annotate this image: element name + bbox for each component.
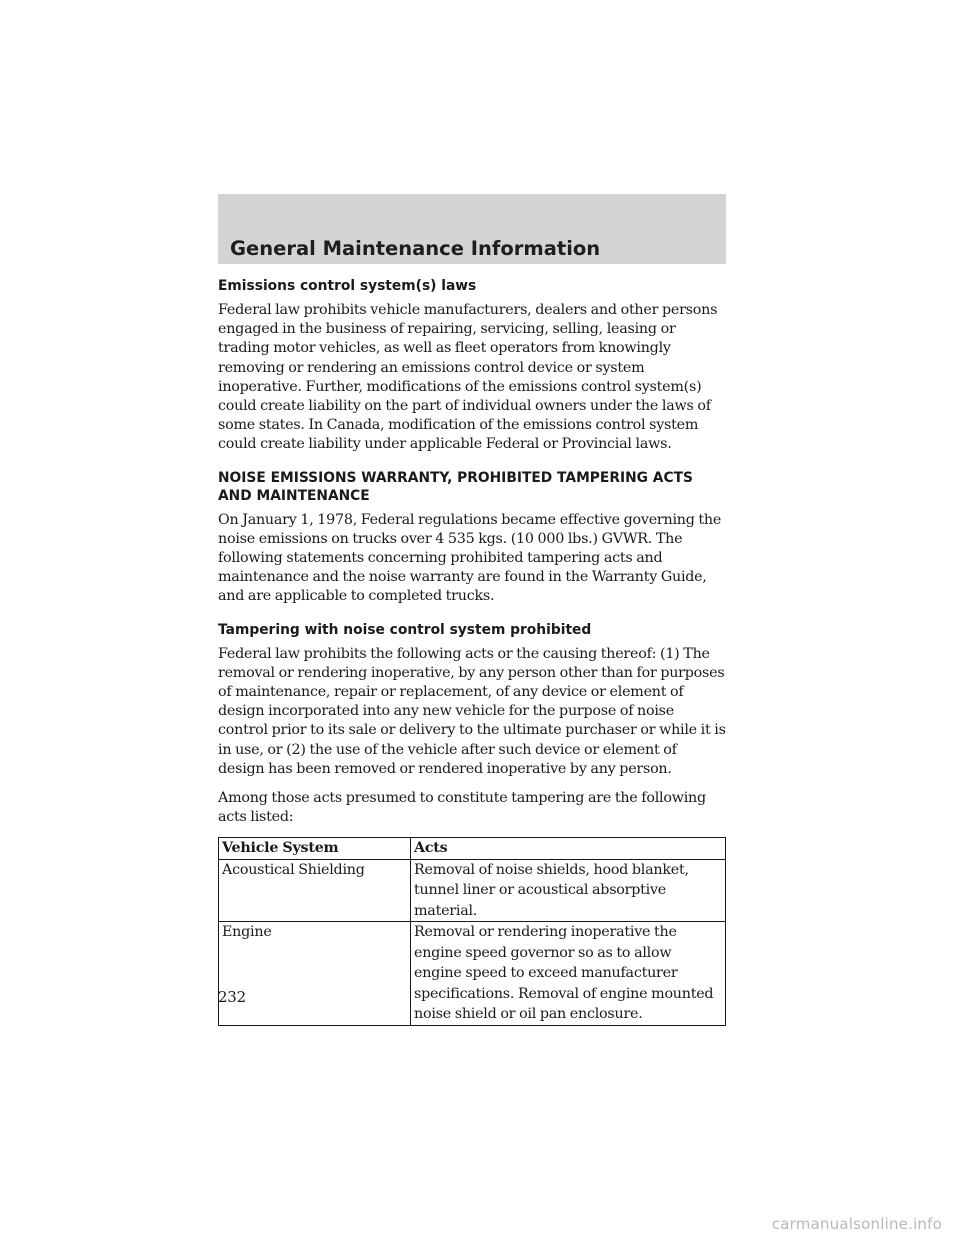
table-header-row [219,838,726,860]
page-number: 232 [218,988,246,1006]
tampering-acts-table [218,837,726,1026]
paragraph-tampering-acts: Federal law prohibits the following acts or the causing thereof: (1) The removal or rendering inoperative, by any person other than for purposes of maintenance, repair or replacement, of any device or element of design incorporated into any new vehicle for the purpose of noise control prior to its sale or delivery to the ultimate purchaser or while it is in use, or (2) the use of the vehicle after such device or element of design has been removed or rendered inoperative by any person. [218,645,726,777]
page-content [218,277,726,1026]
table-header-vehicle-system: Vehicle System [219,838,411,860]
section-header-band [218,194,726,264]
heading-tampering: Tampering with noise control system prohibited [218,621,592,638]
table-row [219,922,726,1026]
paragraph-noise-warranty: On January 1, 1978, Federal regulations became effective governing the noise emissions on trucks over 4 535 kgs. (10 000 lbs.) GVWR. The following statements concerning prohibited tampering acts and maintenance and the noise warranty are found in the Warranty Guide, and are applicable to completed trucks. [218,511,722,605]
table-cell-system: Engine [219,922,411,1026]
table-cell-system: Acoustical Shielding [219,859,411,922]
table-cell-acts: Removal or rendering inoperative the engine speed governor so as to allow engine speed to exceed manufacturer specifications. Removal of engine mounted noise shield or oil pan enclosure. [411,922,726,1026]
heading-noise-warranty: NOISE EMISSIONS WARRANTY, PROHIBITED TAMPERING ACTS AND MAINTENANCE [218,469,693,504]
paragraph-emissions-laws: Federal law prohibits vehicle manufacturers, dealers and other persons engaged in the business of repairing, servicing, selling, leasing or trading motor vehicles, as well as fleet operators from knowingly removing or rendering an emissions control device or system inoperative. Further, modifications of the emissions control system(s) could create liability on the part of individual owners under the laws of some states. In Canada, modification of the emissions control system could create liability under applicable Federal or Provincial laws. [218,302,718,453]
table-row [219,859,726,922]
section-title: General Maintenance Information [230,237,601,260]
heading-emissions-laws: Emissions control system(s) laws [218,278,477,294]
table-header-acts: Acts [411,838,726,860]
paragraph-tampering-intro: Among those acts presumed to constitute tampering are the following acts listed: [218,790,706,826]
watermark-text: carmanualsonline.info [771,1214,942,1233]
table-cell-acts: Removal of noise shields, hood blanket, tunnel liner or acoustical absorptive material. [411,859,726,922]
